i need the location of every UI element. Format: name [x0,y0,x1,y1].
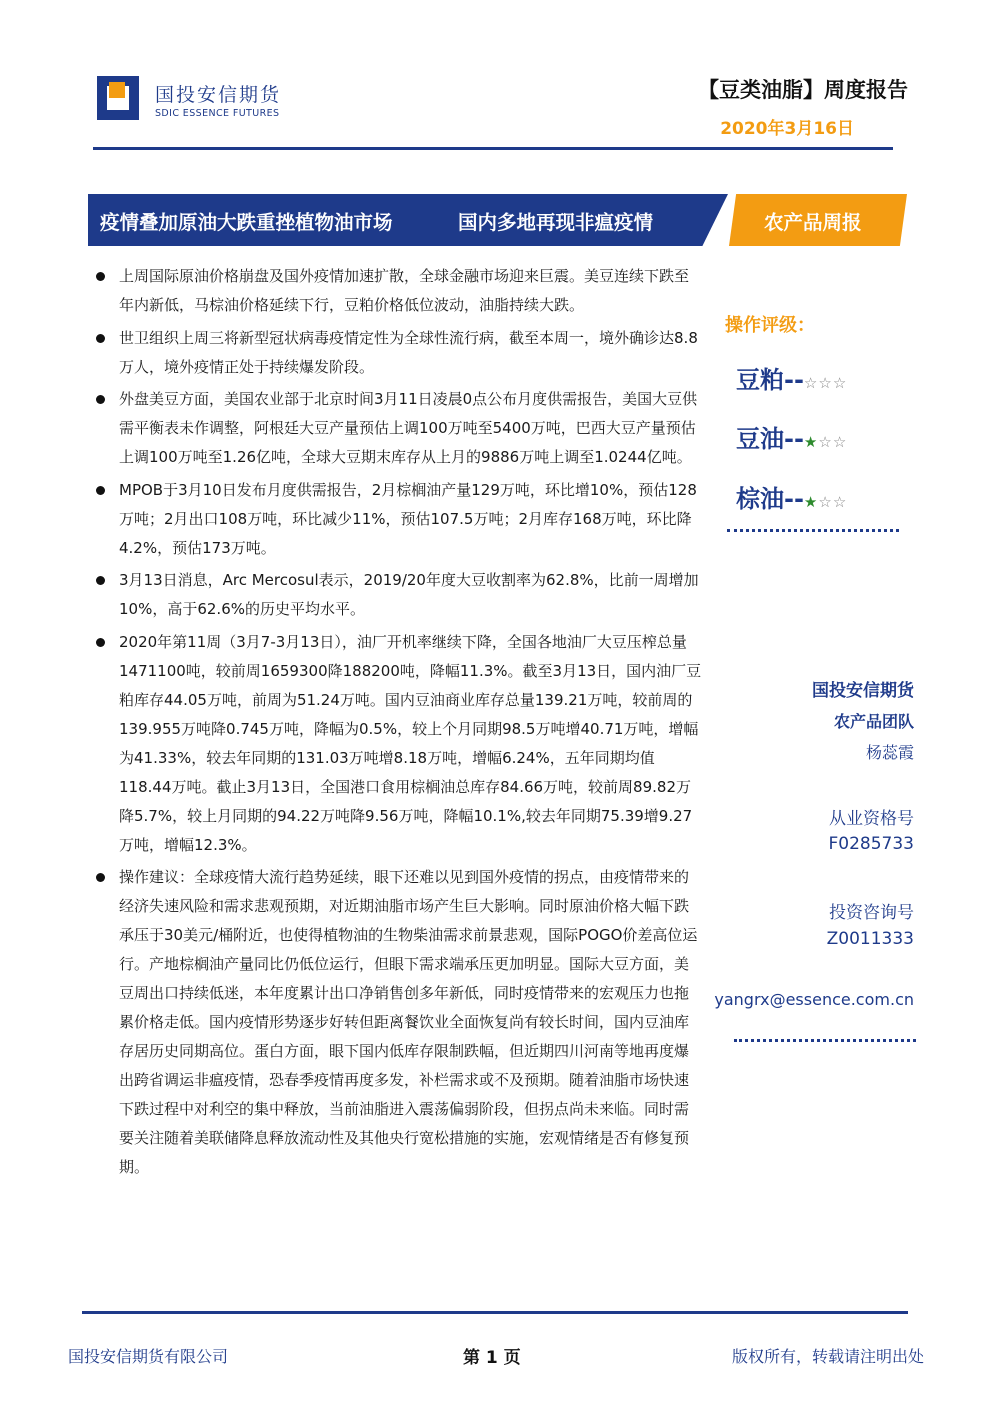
footer-company: 国投安信期货有限公司 [68,1347,229,1366]
company-logo [97,72,297,128]
report-category-label: 农产品周报 [764,211,862,234]
bullet-text: 3月13日消息，Arc Mercosul表示，2019/20年度大豆收割率为62.8%，比前一周增加10%，高于62.6%的历史平均水平。 [119,571,699,618]
summary-bullet-list [92,262,702,1186]
bullet-dot-icon [96,638,105,647]
logo-mark-icon [97,76,139,120]
bullet-text: 上周国际原油价格崩盘及国外疫情加速扩散，全球金融市场迎来巨震。美豆连续下跌至年内新低，马棕油价格延续下行，豆粕价格低位波动，油脂持续大跌。 [119,267,690,314]
bullet-item [92,863,702,1182]
analyst-company: 国投安信期货 [812,681,914,701]
star-rating-icon: ★☆☆ [803,433,848,451]
bullet-dot-icon [96,576,105,585]
analyst-email: yangrx@essence.com.cn [714,990,914,1009]
bullet-item [92,566,702,624]
bullet-text: 世卫组织上周三将新型冠状病毒疫情定性为全球性流行病，截至本周一，境外确诊达8.8万人，境外疫情正处于持续爆发阶段。 [119,328,698,376]
bullet-item [92,262,702,320]
star-rating-icon: ★☆☆ [803,493,848,511]
footer-copyright: 版权所有，转载请注明出处 [731,1347,924,1366]
rating-palmoil [736,479,847,514]
bullet-dot-icon [96,395,105,404]
analyst-name: 杨蕊霞 [865,743,914,762]
rating-title: 操作评级： [725,315,815,336]
banner-title-part1: 疫情叠加原油大跌重挫植物油市场 [100,211,393,234]
bullet-item [92,476,702,563]
rating-name: 豆油-- [736,425,804,453]
bullet-dot-icon [96,334,105,343]
footer-divider [82,1311,908,1314]
rating-name: 棕油-- [736,485,804,513]
bullet-text: MPOB于3月10日发布月度供需报告，2月棕榈油产量129万吨，环比增10%，预估128万吨；2月出口108万吨，环比减少11%，预估107.5万吨；2月库存168万吨，环比降4.2%，预估173万吨。 [119,480,697,557]
report-date: 2020年3月16日 [720,119,854,139]
bullet-dot-icon [96,486,105,495]
bullet-dot-icon [96,873,105,882]
bullet-text: 操作建议：全球疫情大流行趋势延续，眼下还难以见到国外疫情的拐点，由疫情带来的经济失速风险和需求悲观预期，对近期油脂市场产生巨大影响。同时原油价格大幅下跌承压于30美元/桶附近，也使得植物油的生物柴油需求前景悲观，国际POGO价差高位运行。产地棕榈油产量同比仍低位运行，但眼下需求端承压更加明显。国际大豆方面，美豆周出口持续低迷，本年度累计出口净销售创多年新低，同时疫情带来的宏观压力也拖累价格走低。国内疫情形势逐步好转但距离餐饮业全面恢复尚有较长时间，国内豆油库存居历史同期高位。蛋白方面，眼下国内低库存限制跌幅，但近期四川河南等地再度爆出跨省调运非瘟疫情，恐春季疫情再度多发，补栏需求或不及预期。随着油脂市场快速下跌过程中对利空的集中释放，当前油脂进入震荡偏弱阶段，但拐点尚未来临。同时需要关注随着美联储降息释放流动性及其他央行宽松措施的实施，宏观情绪是否有修复预期。 [119,868,698,1176]
bullet-dot-icon [96,272,105,281]
bullet-text: 外盘美豆方面，美国农业部于北京时间3月11日凌晨0点公布月度供需报告，美国大豆供需平衡表未作调整，阿根廷大豆产量预估上调100万吨至5400万吨，巴西大豆产量预估上调100万吨至1.26亿吨，全球大豆期末库存从上月的9886万吨上调至1.0244亿吨。 [119,390,698,466]
qualification-label: 从业资格号 [829,809,914,829]
logo-chinese-name: 国投安信期货 [155,84,282,106]
bullet-item [92,324,702,382]
analyst-divider [734,1039,916,1042]
bullet-item [92,628,702,860]
analyst-team: 农产品团队 [833,712,914,731]
rating-divider [727,529,899,532]
header-divider [93,147,893,150]
qualification-number: F0285733 [828,834,914,854]
consulting-label: 投资咨询号 [829,903,914,923]
bullet-item [92,385,702,472]
rating-soyoil [736,419,847,454]
logo-english-name: SDIC ESSENCE FUTURES [155,108,280,119]
rating-soymeal [736,360,847,395]
banner-title-part2: 国内多地再现非瘟疫情 [458,211,654,234]
report-type: 【豆类油脂】周度报告 [698,78,908,102]
consulting-number: Z0011333 [826,929,914,949]
bullet-text: 2020年第11周（3月7-3月13日），油厂开机率继续下降，全国各地油厂大豆压榨总量1471100吨，较前周1659300降188200吨，降幅11.3%。截至3月13日，国内油厂豆粕库存44.05万吨，前周为51.24万吨。国内豆油商业库存总量139.21万吨，较前周的139.955万吨降0.745万吨，降幅为0.5%，较上个月同期98.5万吨增40.71万吨，增幅为41.33%，较去年同期的131.03万吨增8.18万吨，增幅6.24%，五年同期均值118.44万吨。截止3月13日，全国港口食用棕榈油总库存84.66万吨，较前周89.82万降5.7%，较上月同期的94.22万吨降9.56万吨，降幅10.1%,较去年同期75.39增9.27万吨，增幅12.3%。 [119,632,702,854]
page-number: 第 1 页 [463,1348,521,1368]
rating-name: 豆粕-- [736,366,804,394]
star-rating-icon: ☆☆☆ [803,374,848,392]
